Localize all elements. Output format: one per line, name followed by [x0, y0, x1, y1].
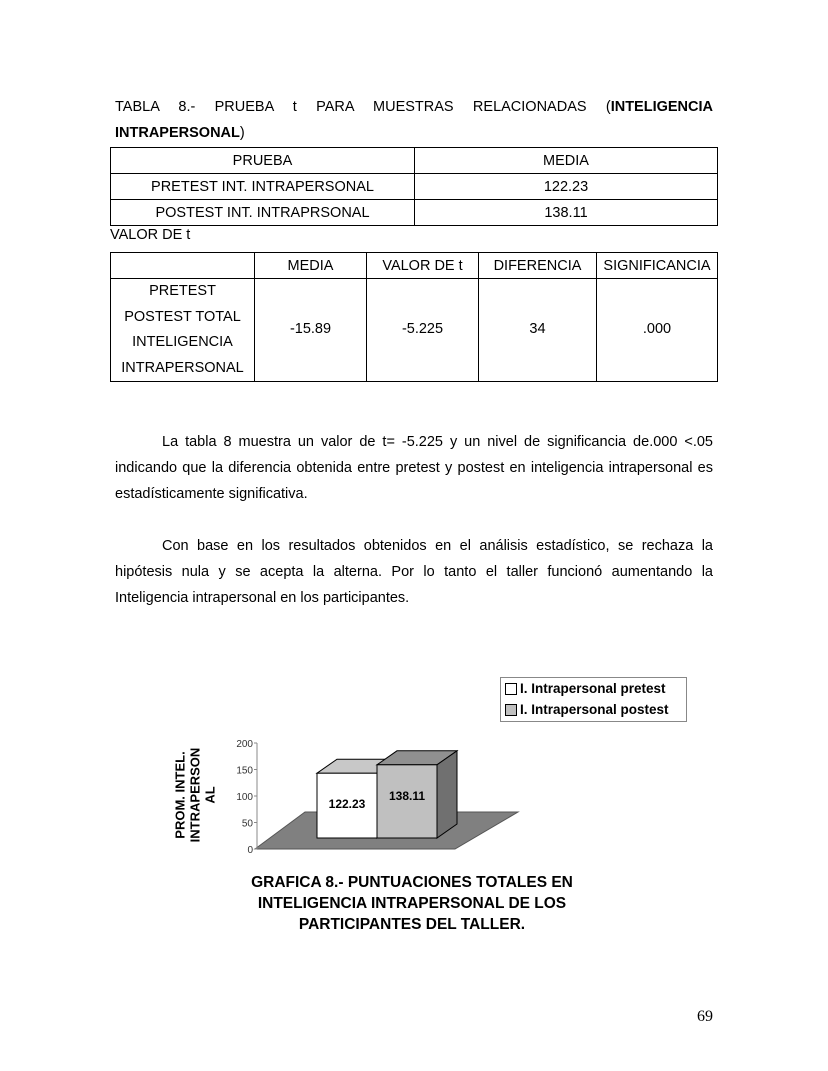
- valor-label: VALOR DE t: [110, 227, 191, 243]
- bar-side: [437, 751, 457, 838]
- y-tick-label: 150: [236, 765, 253, 777]
- data-label: 138.11: [388, 788, 426, 803]
- header-cell: VALOR DE t: [367, 253, 479, 279]
- header-cell: MEDIA: [415, 148, 718, 174]
- y-tick-label: 100: [236, 792, 253, 803]
- cell: -5.225: [367, 279, 479, 382]
- cell: .000: [597, 279, 718, 382]
- table-title: TABLA 8.- PRUEBA t PARA MUESTRAS RELACIONADAS (INTELIGENCIA: [115, 99, 713, 115]
- header-cell: MEDIA: [255, 253, 367, 279]
- header-cell: PRUEBA: [111, 148, 415, 174]
- cell: POSTEST INT. INTRAPRSONAL: [111, 200, 415, 226]
- table-title-cont: INTRAPERSONAL): [115, 125, 245, 141]
- row-label: PRETEST POSTEST TOTAL INTELIGENCIA INTRAPERSONAL: [111, 279, 255, 382]
- chart-caption: GRAFICA 8.- PUNTUACIONES TOTALES EN INTELIGENCIA INTRAPERSONAL DE LOS PARTICIPANTES DEL TALLER.: [251, 874, 573, 933]
- paragraph: La tabla 8 muestra un valor de t= -5.225 y un nivel de significancia de.000 <.05 indicando que la diferencia obtenida entre pretest y postest en inteligencia intrapersonal es estadísticamente significativa.: [115, 434, 713, 502]
- data-label: 122.23: [328, 797, 366, 812]
- cell: PRETEST INT. INTRAPERSONAL: [111, 174, 415, 200]
- cell: 34: [479, 279, 597, 382]
- cell: 122.23: [415, 174, 718, 200]
- cell: -15.89: [255, 279, 367, 382]
- legend-item: I. Intrapersonal postest: [501, 699, 686, 720]
- cell: 138.11: [415, 200, 718, 226]
- paragraph: Con base en los resultados obtenidos en el análisis estadístico, se rechaza la hipótesis nula y se acepta la alterna. Por lo tanto el taller funcionó aumentando la Inteligencia intrapersonal en los participantes.: [115, 538, 713, 606]
- y-tick-label: 200: [236, 739, 253, 750]
- y-tick-label: 50: [241, 818, 253, 830]
- header-cell: SIGNIFICANCIA: [597, 253, 718, 279]
- header-cell: DIFERENCIA: [479, 253, 597, 279]
- y-axis-label: PROM. INTEL. INTRAPERSON AL: [172, 747, 218, 843]
- legend-item: I. Intrapersonal pretest: [501, 678, 686, 699]
- page-number: 69: [697, 1008, 713, 1025]
- y-tick-label: 0: [247, 845, 253, 856]
